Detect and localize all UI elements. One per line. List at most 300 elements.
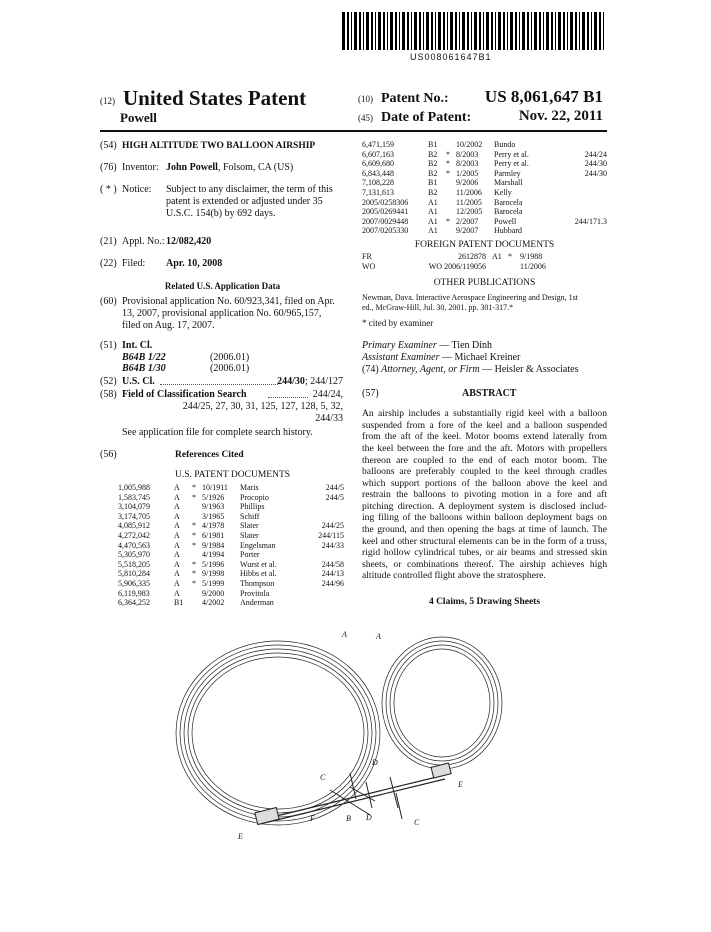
ref-cited-mark <box>192 598 202 608</box>
ref-name: Maris <box>240 483 259 492</box>
ref-class <box>561 226 607 236</box>
ref-cited-mark <box>192 589 202 599</box>
ref-cited-mark <box>192 512 202 522</box>
foreign-reference-row <box>362 262 607 272</box>
barcode-bar <box>563 12 565 50</box>
ref-class: 244/96 <box>321 578 344 588</box>
ref-number: 3,174,705 <box>118 511 150 521</box>
ref-cited-mark <box>446 140 456 150</box>
barcode-bar <box>462 12 465 50</box>
reference-row <box>362 150 607 160</box>
reference-row <box>118 569 344 579</box>
barcode-bar <box>383 12 385 50</box>
ref-kind: A <box>174 530 180 540</box>
ref-class: 244/30 <box>584 159 607 169</box>
filed-label: Filed: <box>122 258 146 269</box>
notice-line: Subject to any disclaimer, the term of this <box>166 184 333 195</box>
barcode-bar <box>582 12 585 50</box>
reference-row <box>118 512 344 522</box>
intcl-code: (51) <box>100 340 117 351</box>
ref-date: 4/2002 <box>202 598 225 608</box>
ref-number: 4,470,563 <box>118 540 150 550</box>
barcode-bar <box>359 12 361 50</box>
barcode-bar <box>447 12 448 50</box>
abstract-line: thereon are coupled to the end of each motor boom. The <box>362 454 607 466</box>
barcode-bar <box>414 12 417 50</box>
barcode-bar <box>407 12 409 50</box>
reference-row <box>362 217 607 227</box>
patent-drawing <box>160 625 580 855</box>
other-publications <box>362 293 607 313</box>
field-label: Field of Classification Search <box>122 389 247 400</box>
aft-cradle <box>431 763 451 778</box>
reference-row <box>118 521 344 531</box>
ref-number: 6,609,680 <box>362 159 394 169</box>
us-references-list <box>100 483 344 608</box>
field-note: See application file for complete search history. <box>122 427 313 438</box>
appl-code: (21) <box>100 236 117 247</box>
date-label: Date of Patent: <box>381 110 472 125</box>
us-docs-heading: U.S. PATENT DOCUMENTS <box>174 470 291 480</box>
reference-row <box>118 493 344 503</box>
reference-row <box>362 188 607 198</box>
ref-kind: A <box>174 540 180 550</box>
ref-date: 6/1981 <box>202 530 225 540</box>
barcode-bar <box>471 12 472 50</box>
small-balloon <box>382 637 502 769</box>
reference-row <box>362 140 607 150</box>
ref-name: Hibbs et al. <box>240 569 277 579</box>
ref-number: 2007/0205330 <box>362 226 409 236</box>
barcode-bar <box>555 12 556 50</box>
ref-number: 5,305,970 <box>118 550 150 560</box>
ref-name: Thompson <box>240 578 275 588</box>
ref-date: 5/1926 <box>202 492 225 502</box>
ref-name: Schiff <box>240 511 260 521</box>
ref-number: 4,085,912 <box>118 521 150 531</box>
header-rule <box>100 130 607 132</box>
foreign-references-list <box>362 252 607 271</box>
abstract-line: balloons are preferably coupled to the keel through cradles <box>362 466 607 478</box>
barcode-bar <box>486 12 489 50</box>
ref-date: 9/1988 <box>520 251 543 261</box>
reference-row <box>118 502 344 512</box>
leader-dots <box>268 397 308 398</box>
ref-date: 5/1999 <box>202 578 225 588</box>
ref-cited-mark <box>192 502 202 512</box>
ref-number: 6,119,983 <box>118 588 150 598</box>
abstract-line: keel and other structural elements can be in the form of a truss, <box>362 535 607 547</box>
ref-class <box>304 589 344 599</box>
inventor-label: Inventor: <box>122 162 159 173</box>
ref-name: Procopio <box>240 492 269 502</box>
ref-number: 2612878 <box>458 251 486 261</box>
large-balloon <box>176 641 380 825</box>
reference-row <box>362 159 607 169</box>
barcode-bar <box>395 12 397 50</box>
patent-no-label: Patent No.: <box>381 91 449 106</box>
ref-name: Barocela <box>494 207 523 217</box>
assistant-examiner-label: Assistant Examiner <box>362 352 440 364</box>
ref-class <box>561 207 607 217</box>
filed-date: Apr. 10, 2008 <box>166 258 223 269</box>
provisional-field <box>100 296 345 340</box>
ref-number: WO 2006/119056 <box>428 261 486 271</box>
other-publication-line: Newman, Dava. Interactive Aerospace Engineering and Design, 1st <box>362 293 578 303</box>
inventor-field <box>100 162 345 184</box>
prov-line: 13, 2007, provisional application No. 60/965,157, <box>122 308 322 319</box>
label-b: B <box>346 814 351 823</box>
ref-kind: A1 <box>492 251 502 261</box>
ref-class: 244/171.3 <box>574 216 607 226</box>
ref-name: Provitola <box>240 588 270 598</box>
ref-date: 11/2006 <box>456 187 482 197</box>
ref-kind: A <box>174 502 180 512</box>
attorney: Heisler & Associates <box>494 364 579 376</box>
foreign-reference-row <box>362 252 607 262</box>
claims-note: 4 Claims, 5 Drawing Sheets <box>428 597 541 608</box>
ref-name: Perry et al. <box>494 149 529 159</box>
intcl-field <box>100 340 345 376</box>
ref-class <box>304 598 344 608</box>
ref-kind: A <box>174 511 180 521</box>
ref-kind: A <box>174 559 180 569</box>
ref-number: 5,906,335 <box>118 578 150 588</box>
ref-number: 6,843,448 <box>362 168 394 178</box>
ref-class: 244/5 <box>325 483 344 492</box>
ref-kind: A1 <box>428 216 438 226</box>
ref-class: 244/30 <box>584 168 607 178</box>
ref-country: WO <box>362 261 376 271</box>
uscl-secondary: ; 244/127 <box>304 376 343 387</box>
barcode-bar <box>426 12 429 50</box>
ref-cited-mark <box>446 178 456 188</box>
barcode-bar <box>551 12 553 50</box>
ref-date: 10/2002 <box>456 140 483 149</box>
ref-cited-mark: * <box>192 540 196 550</box>
ref-country: FR <box>362 251 372 261</box>
ref-kind: A1 <box>428 207 438 217</box>
abstract-line: which support portions of the balloon above the keel and <box>362 477 607 489</box>
ref-name: Anderman <box>240 598 274 608</box>
ref-number: 7,108,228 <box>362 178 394 188</box>
inventor-name: John Powell <box>166 162 218 173</box>
notice-label: Notice: <box>122 184 152 195</box>
uscl-field <box>100 376 345 389</box>
prov-line: Provisional application No. 60/923,341, filed on Apr. <box>122 296 335 307</box>
notice-line: patent is extended or adjusted under 35 <box>166 196 323 207</box>
ref-class: 244/24 <box>584 149 607 159</box>
reference-row <box>118 483 344 493</box>
ref-number: 2007/0029448 <box>362 216 409 226</box>
barcode-bar <box>567 12 568 50</box>
barcode-bar <box>570 12 573 50</box>
barcode-bar <box>591 12 592 50</box>
barcode-bar <box>510 12 513 50</box>
ref-cited-mark: * <box>446 216 450 226</box>
label-a-small: A <box>376 632 381 641</box>
kind-code: (12) <box>100 95 115 106</box>
reference-row <box>362 178 607 188</box>
ref-number: 7,131,613 <box>362 187 394 197</box>
ref-number: 6,471,159 <box>362 140 394 149</box>
ref-date: 4/1994 <box>202 550 225 560</box>
notice-code: ( * ) <box>100 184 117 195</box>
ref-date: 5/1996 <box>202 559 225 569</box>
ref-number: 5,518,205 <box>118 559 150 569</box>
abstract-line: suspended from a fore of the keel and a balloon suspended <box>362 419 607 431</box>
ref-class: 244/58 <box>321 559 344 569</box>
abstract-line: ing filing of the balloons within balloon deployment bags on <box>362 512 607 524</box>
barcode-bar <box>467 12 469 50</box>
related-heading: Related U.S. Application Data <box>164 281 281 291</box>
ref-kind: B1 <box>428 178 438 188</box>
ref-class <box>561 178 607 188</box>
patent-number: US 8,061,647 B1 <box>484 87 603 106</box>
ref-date: 11/2005 <box>456 197 482 207</box>
barcode-bar <box>503 12 505 50</box>
ref-class <box>304 502 344 512</box>
barcode-bar <box>387 12 388 50</box>
us-references-continued <box>362 140 607 236</box>
ref-date: 12/2005 <box>456 207 483 217</box>
ref-kind: B2 <box>428 187 438 197</box>
attorney-code: (74) <box>362 364 379 376</box>
ref-number: 5,810,284 <box>118 569 150 579</box>
ref-class <box>561 140 607 150</box>
barcode-bar <box>539 12 541 50</box>
ref-cited-mark: * <box>192 483 196 492</box>
barcode-number: US008061647B1 <box>410 52 492 62</box>
label-c-right: C <box>414 818 420 827</box>
ref-class <box>561 188 607 198</box>
code-45: (45) <box>358 113 373 123</box>
ref-cited-mark <box>446 188 456 198</box>
abstract-heading: ABSTRACT <box>462 388 517 400</box>
inventor-code: (76) <box>100 162 117 173</box>
uscl-label: U.S. Cl. <box>122 376 155 387</box>
barcode-bar <box>531 12 532 50</box>
reference-row <box>118 579 344 589</box>
attorney-label: Attorney, Agent, or Firm <box>381 364 480 376</box>
barcode-bar <box>363 12 364 50</box>
barcode-bar <box>399 12 400 50</box>
barcode-bar <box>390 12 393 50</box>
right-column <box>362 140 607 608</box>
reference-row <box>362 169 607 179</box>
barcode-bar <box>594 12 597 50</box>
ref-cited-mark <box>508 262 520 272</box>
appl-label: Appl. No.: <box>122 236 165 247</box>
barcode-bar <box>603 12 604 50</box>
ref-cited-mark: * <box>192 569 196 579</box>
barcode-bar <box>546 12 549 50</box>
label-a-large: A <box>342 630 347 639</box>
ref-class: 244/25 <box>321 521 344 531</box>
ref-date: 1/2005 <box>456 168 479 178</box>
ref-name: Parmley <box>494 168 521 178</box>
ref-kind: A <box>174 569 180 579</box>
notice-field <box>100 184 345 236</box>
ref-kind: B1 <box>428 140 438 149</box>
filed-code: (22) <box>100 258 117 269</box>
barcode-bar <box>498 12 501 50</box>
barcode-bar <box>507 12 508 50</box>
barcode-bar <box>342 12 345 50</box>
primary-examiner: Tien Dinh <box>451 340 493 352</box>
ref-kind: B2 <box>428 168 438 178</box>
ref-number: 6,607,163 <box>362 149 394 159</box>
ref-name: Barocela <box>494 197 523 207</box>
ref-date: 3/1965 <box>202 511 225 521</box>
patent-date-row <box>358 108 603 126</box>
field-line: 244/33 <box>315 413 343 424</box>
cited-note: * cited by examiner <box>362 318 434 329</box>
barcode-bar <box>351 12 352 50</box>
reference-row <box>118 598 344 608</box>
fore-cradle <box>255 808 279 825</box>
code-10: (10) <box>358 94 373 104</box>
refs-field <box>100 449 345 469</box>
ref-name: Engelsman <box>240 540 276 550</box>
barcode-bar <box>515 12 517 50</box>
ref-cited-mark <box>192 550 202 560</box>
primary-examiner-label: Primary Examiner <box>362 340 437 352</box>
ref-cited-mark <box>446 198 456 208</box>
ref-kind: B1 <box>174 598 184 608</box>
ref-name: Hubbard <box>494 226 522 236</box>
ref-cited-mark <box>446 226 456 236</box>
field-code: (58) <box>100 389 117 400</box>
barcode-bar <box>519 12 520 50</box>
inventor-location: , Folsom, CA (US) <box>217 162 294 173</box>
intcl-year: (2006.01) <box>210 352 250 363</box>
ref-name: Slater <box>240 521 259 531</box>
prov-line: filed on Aug. 17, 2007. <box>122 320 215 331</box>
barcode-bar <box>543 12 544 50</box>
ref-number: 1,005,988 <box>118 483 150 492</box>
inventor-surname: Powell <box>120 110 157 125</box>
barcode-bar <box>527 12 529 50</box>
reference-row <box>118 550 344 560</box>
appl-number: 12/082,420 <box>166 236 212 247</box>
ref-date: 9/1963 <box>202 502 225 512</box>
ref-kind <box>492 262 508 272</box>
ref-cited-mark: * <box>192 559 196 569</box>
patent-number-row <box>358 89 603 107</box>
field-line: 244/24, <box>312 389 343 400</box>
ref-name: Wurst et al. <box>240 559 277 569</box>
ref-date: 9/1998 <box>202 569 225 579</box>
barcode-bar <box>366 12 369 50</box>
field-search <box>100 389 345 427</box>
ref-name: Perry et al. <box>494 159 529 169</box>
ref-name: Marshall <box>494 178 523 188</box>
ref-kind: A <box>174 588 180 598</box>
barcode-bar <box>402 12 405 50</box>
ref-class: 244/33 <box>321 540 344 550</box>
barcode-bar <box>450 12 453 50</box>
barcode-bar <box>491 12 493 50</box>
header-left <box>100 86 306 111</box>
other-publications-heading: OTHER PUBLICATIONS <box>433 278 536 289</box>
other-publication-line: ed., McGraw-Hill, Jul. 30, 2001. pp. 301-317.* <box>362 303 514 313</box>
ref-name: Phillips <box>240 502 265 512</box>
ref-date: 11/2006 <box>520 261 546 271</box>
intcl-class: B64B 1/22 <box>122 352 166 363</box>
abstract-line: altitude controlled flight above the stratosphere. <box>362 570 546 582</box>
abstract-text <box>362 408 607 582</box>
ref-kind: A <box>174 492 180 502</box>
label-d-bottom: D <box>366 813 372 822</box>
ref-kind: A1 <box>428 226 438 236</box>
ref-kind: A <box>174 550 180 560</box>
abstract-line: the ground, and then opening the bags at time of launch. The <box>362 524 607 536</box>
reference-row <box>118 541 344 551</box>
ref-cited-mark: * <box>508 251 512 261</box>
ref-date: 9/2006 <box>456 178 479 188</box>
ref-kind: B2 <box>428 159 438 169</box>
foreign-heading: FOREIGN PATENT DOCUMENTS <box>414 239 555 250</box>
label-d-top: D <box>372 758 378 767</box>
ref-cited-mark: * <box>192 578 196 588</box>
label-f: F <box>310 814 315 823</box>
barcode-bar <box>575 12 577 50</box>
ref-date: 9/2000 <box>202 588 225 598</box>
assistant-examiner: Michael Kreiner <box>454 352 521 364</box>
abstract-code: (57) <box>362 388 379 400</box>
ref-kind: A <box>174 521 180 531</box>
ref-cited-mark: * <box>446 149 450 159</box>
ref-class <box>304 550 344 560</box>
ref-class <box>304 512 344 522</box>
field-line: 244/25, 27, 30, 31, 125, 127, 128, 5, 32, <box>182 401 343 412</box>
barcode-bar <box>558 12 561 50</box>
abstract-header <box>362 388 607 408</box>
barcode-bar <box>438 12 441 50</box>
ref-date: 4/1978 <box>202 521 225 531</box>
barcode-bar <box>579 12 580 50</box>
ref-class <box>561 198 607 208</box>
barcode-bar <box>423 12 424 50</box>
intcl-label: Int. Cl. <box>122 340 153 351</box>
ref-date: 2/2007 <box>456 216 479 226</box>
ref-kind: A1 <box>428 197 438 207</box>
barcode-bar <box>587 12 589 50</box>
abstract-line: rigid hollow cylindrical tubes, or air beams and stressed skin <box>362 547 607 559</box>
barcode-bar <box>483 12 484 50</box>
barcode-bar <box>495 12 496 50</box>
ref-class: 244/115 <box>318 530 344 540</box>
barcode-bar <box>479 12 481 50</box>
barcode-bar <box>419 12 421 50</box>
ref-cited-mark: * <box>446 168 450 178</box>
ref-number: 6,364,252 <box>118 598 150 608</box>
ref-date: 10/1911 <box>202 483 228 492</box>
prov-code: (60) <box>100 296 117 307</box>
barcode-bar <box>435 12 436 50</box>
patent-date: Nov. 22, 2011 <box>518 108 603 124</box>
appl-field <box>100 236 345 258</box>
barcode-bar <box>375 12 376 50</box>
ref-date: 9/2007 <box>456 226 479 236</box>
barcode-bar <box>354 12 357 50</box>
ref-name: Porter <box>240 550 260 560</box>
ref-date: 8/2003 <box>456 149 479 159</box>
ref-name: Kelly <box>494 187 512 197</box>
ref-name: Slater <box>240 530 259 540</box>
ref-kind: A <box>174 578 180 588</box>
